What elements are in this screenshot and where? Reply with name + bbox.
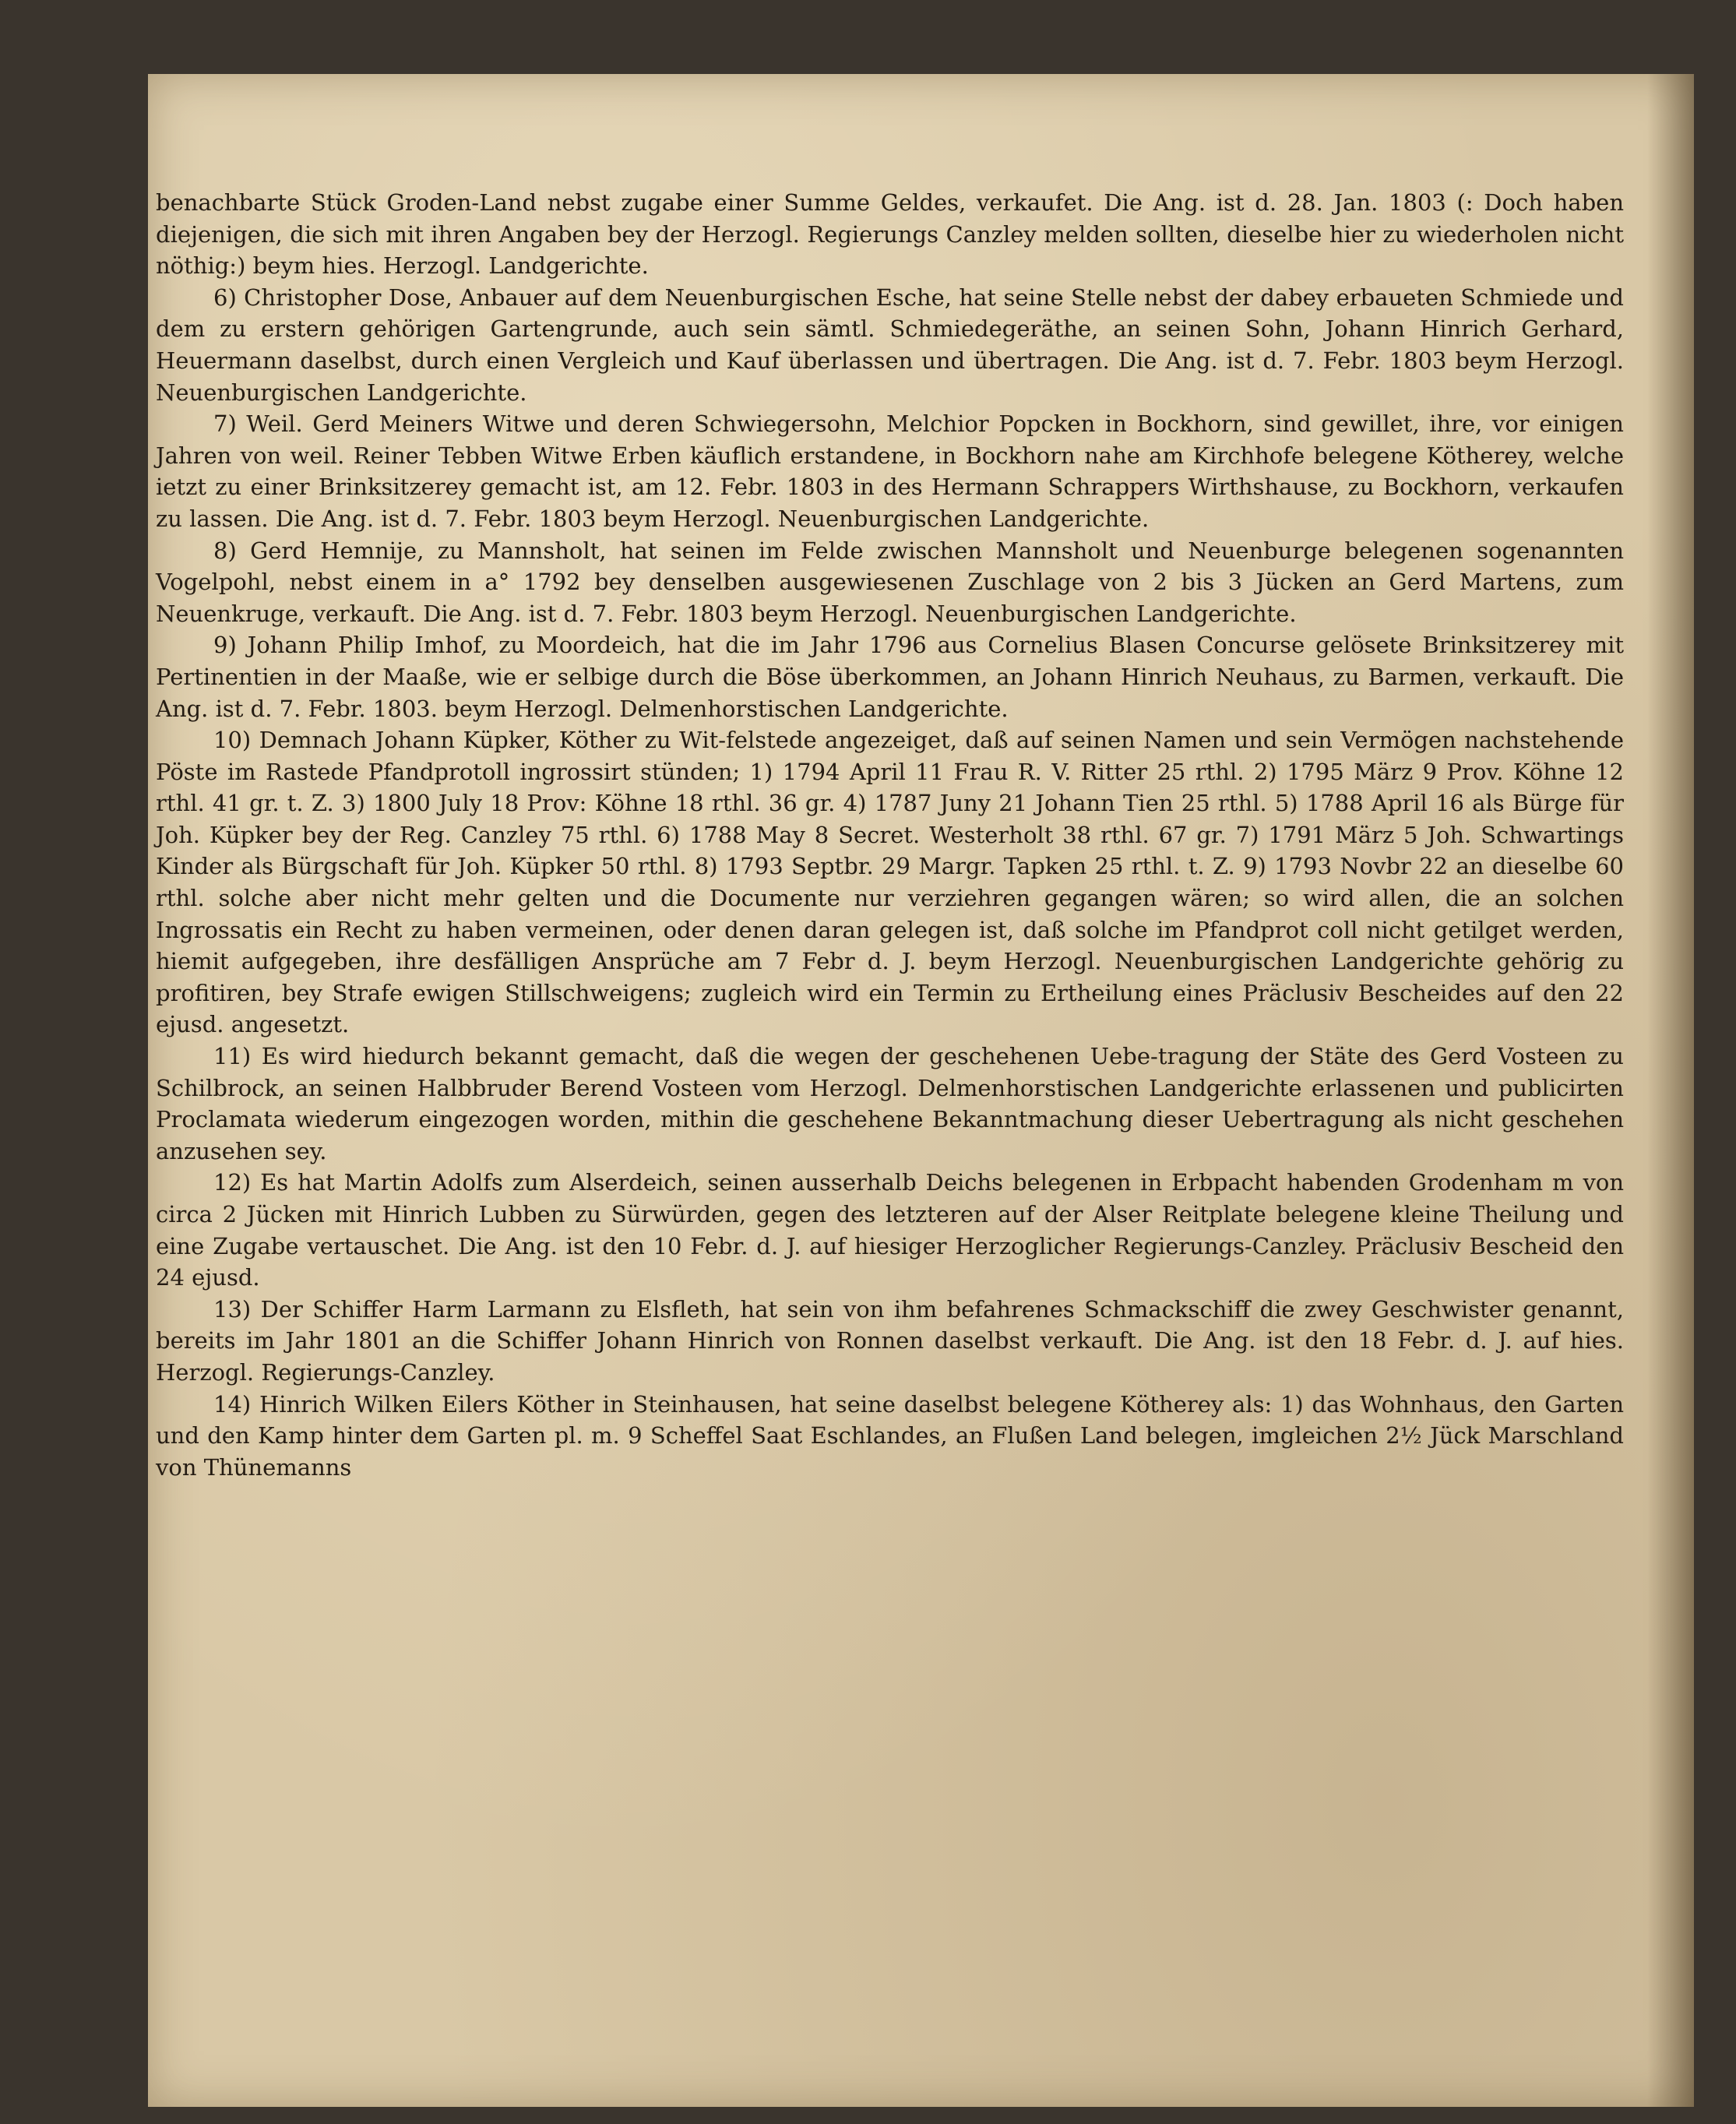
paragraph-9: 9) Johann Philip Imhof, zu Moordeich, hat die im Jahr 1796 aus Cornelius Blasen Concurse gelösete Brinksitzerey mit Pertinentien in der Maaße, wie er selbige durch die Böse überkommen, an Johann Hinrich Neuhaus, zu Barmen, verkauft. Die Ang. ist d. 7. Febr. 1803. beym Herzogl. Delmenhorstischen Landgerichte. [156,632,1624,722]
paragraph-8: 8) Gerd Hemnije, zu Mannsholt, hat seinen im Felde zwischen Mannsholt und Neuenburge belegenen sogenannten Vogelpohl, nebst einem in a° 1792 bey denselben ausgewiesenen Zuschlage von 2 bis 3 Jücken an Gerd Martens, zum Neuenkruge, verkauft. Die Ang. ist d. 7. Febr. 1803 beym Herzogl. Neuenburgischen Landgerichte. [156,537,1624,627]
page-gutter-shadow [1647,74,1694,2107]
paragraph-continuation: benachbarte Stück Groden-Land nebst zugabe einer Summe Geldes, verkaufet. Die Ang. ist d. 28. Jan. 1803 (: Doch haben diejenigen, die sich mit ihren Angaben bey der Herzogl. Regierungs Canzley melden sollten, dieselbe hier zu wiederholen nicht nöthig:) beym hies. Herzogl. Landgerichte. [156,189,1624,280]
paragraph-12: 12) Es hat Martin Adolfs zum Alserdeich, seinen ausserhalb Deichs belegenen in Erbpacht habenden Grodenham m von circa 2 Jücken mit Hinrich Lubben zu Sürwürden, gegen des letzteren auf der Alser Reitplate belegene kleine Theilung und eine Zugabe vertauschet. Die Ang. ist den 10 Febr. d. J. auf hiesiger Herzoglicher Regierungs-Canzley. Präclusiv Bescheid den 24 ejusd. [156,1169,1624,1291]
paragraph-11: 11) Es wird hiedurch bekannt gemacht, daß die wegen der geschehenen Uebe-tragung der Stäte des Gerd Vosteen zu Schilbrock, an seinen Halbbruder Berend Vosteen vom Herzogl. Delmenhorstischen Landgerichte erlassenen und publicirten Proclamata wiederum eingezogen worden, mithin die geschehene Bekanntmachung dieser Uebertragung als nicht geschehen anzusehen sey. [156,1043,1624,1164]
paragraph-14: 14) Hinrich Wilken Eilers Köther in Steinhausen, hat seine daselbst belegene Kötherey als: 1) das Wohnhaus, den Garten und den Kamp hinter dem Garten pl. m. 9 Scheffel Saat Eschlandes, an Flußen Land belegen, imgleichen 2½ Jück Marschland von Thünemanns [156,1390,1624,1481]
paragraph-6: 6) Christopher Dose, Anbauer auf dem Neuenburgischen Esche, hat seine Stelle nebst der dabey erbaueten Schmiede und dem zu erstern gehörigen Gartengrunde, auch sein sämtl. Schmiedegeräthe, an seinen Sohn, Johann Hinrich Gerhard, Heuermann daselbst, durch einen Vergleich und Kauf überlassen und übertragen. Die Ang. ist d. 7. Febr. 1803 beym Herzogl. Neuenburgischen Landgerichte. [156,284,1624,406]
paragraph-13: 13) Der Schiffer Harm Larmann zu Elsfleth, hat sein von ihm befahrenes Schmackschiff die zwey Geschwister genannt, bereits im Jahr 1801 an die Schiffer Johann Hinrich von Ronnen daselbst verkauft. Die Ang. ist den 18 Febr. d. J. auf hies. Herzogl. Regierungs-Canzley. [156,1295,1624,1386]
paragraph-10: 10) Demnach Johann Küpker, Köther zu Wit-felstede angezeiget, daß auf seinen Namen und sein Vermögen nachstehende Pöste im Rastede Pfandprotoll ingrossirt stünden; 1) 1794 April 11 Frau R. V. Ritter 25 rthl. 2) 1795 März 9 Prov. Köhne 12 rthl. 41 gr. t. Z. 3) 1800 July 18 Prov: Köhne 18 rthl. 36 gr. 4) 1787 Juny 21 Johann Tien 25 rthl. 5) 1788 April 16 als Bürge für Joh. Küpker bey der Reg. Canzley 75 rthl. 6) 1788 May 8 Secret. Westerholt 38 rthl. 67 gr. 7) 1791 März 5 Joh. Schwartings Kinder als Bürgschaft für Joh. Küpker 50 rthl. 8) 1793 Septbr. 29 Margr. Tapken 25 rthl. t. Z. 9) 1793 Novbr 22 an dieselbe 60 rthl. solche aber nicht mehr gelten und die Documente nur verziehren gegangen wären; so wird allen, die an solchen Ingrossatis ein Recht zu haben vermeinen, oder denen daran gelegen ist, daß solche im Pfandprot coll nicht getilget werden, hiemit aufgegeben, ihre desfälligen Ansprüche am 7 Febr d. J. beym Herzogl. Neuenburgischen Landgerichte gehörig zu profitiren, bey Strafe ewigen Stillschweigens; zugleich wird ein Termin zu Ertheilung eines Präclusiv Bescheides auf den 22 ejusd. angesetzt. [156,727,1624,1038]
paragraph-7: 7) Weil. Gerd Meiners Witwe und deren Schwiegersohn, Melchior Popcken in Bockhorn, sind gewillet, ihre, vor einigen Jahren von weil. Reiner Tebben Witwe Erben käuflich erstandene, in Bockhorn nahe am Kirchhofe belegene Kötherey, welche ietzt zu einer Brinksitzerey gemacht ist, am 12. Febr. 1803 in des Hermann Schrappers Wirthshause, zu Bockhorn, verkaufen zu lassen. Die Ang. ist d. 7. Febr. 1803 beym Herzogl. Neuenburgischen Landgerichte. [156,410,1624,532]
page-text [156,187,1624,1483]
